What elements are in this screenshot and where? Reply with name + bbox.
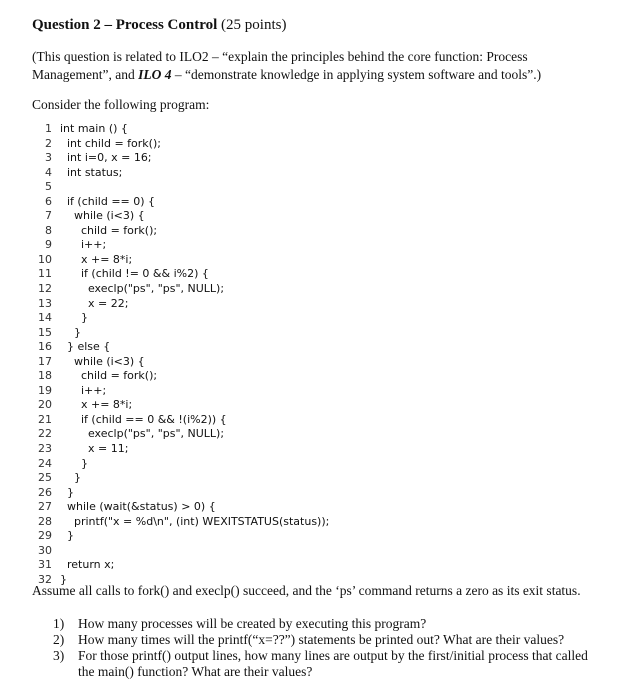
question-item <box>53 648 593 680</box>
code-line <box>36 471 329 486</box>
line-number: 12 <box>38 282 52 296</box>
code-text: execlp("ps", "ps", NULL); <box>60 282 225 296</box>
code-line <box>36 166 329 181</box>
code-text: } else { <box>60 340 111 354</box>
line-number: 28 <box>38 514 52 528</box>
code-text: while (wait(&status) > 0) { <box>60 500 216 514</box>
question-number: 2) <box>53 632 65 647</box>
line-number: 2 <box>45 136 52 150</box>
line-number: 9 <box>45 238 52 252</box>
line-number: 3 <box>45 151 52 165</box>
line-number: 8 <box>45 223 52 237</box>
code-text: while (i<3) { <box>60 209 145 223</box>
line-number: 22 <box>38 427 52 441</box>
code-line <box>36 238 329 253</box>
code-text: } <box>60 311 88 325</box>
code-line <box>36 311 329 326</box>
code-text: } <box>60 325 81 339</box>
code-line <box>36 500 329 515</box>
code-line <box>36 297 329 312</box>
code-line <box>36 457 329 472</box>
question-heading <box>32 16 286 34</box>
code-line <box>36 558 329 573</box>
code-line <box>36 340 329 355</box>
code-line <box>36 224 329 239</box>
code-text: i++; <box>60 238 107 252</box>
line-number: 16 <box>38 340 52 354</box>
code-line <box>36 442 329 457</box>
code-text: if (child == 0 && !(i%2)) { <box>60 412 227 426</box>
line-number: 11 <box>38 267 52 281</box>
code-text: int i=0, x = 16; <box>60 151 152 165</box>
code-line <box>36 355 329 370</box>
code-line <box>36 122 329 137</box>
code-line <box>36 209 329 224</box>
code-line <box>36 398 329 413</box>
code-line <box>36 253 329 268</box>
line-number: 4 <box>45 165 52 179</box>
line-number: 17 <box>38 354 52 368</box>
context-text-part1: (This question is related to ILO2 – “explain the principles behind the core function: Process Management”, and <box>32 49 528 82</box>
line-number: 5 <box>45 180 52 194</box>
code-line <box>36 515 329 530</box>
line-number: 7 <box>45 209 52 223</box>
code-text: x = 11; <box>60 442 129 456</box>
code-line <box>36 267 329 282</box>
code-line <box>36 137 329 152</box>
code-line <box>36 195 329 210</box>
code-text: x += 8*i; <box>60 398 133 412</box>
line-number: 18 <box>38 369 52 383</box>
line-number: 32 <box>38 572 52 586</box>
line-number: 19 <box>38 383 52 397</box>
code-line <box>36 326 329 341</box>
code-text: while (i<3) { <box>60 354 145 368</box>
code-line <box>36 413 329 428</box>
question-text: How many times will the printf(“x=??”) statements be printed out? What are their values? <box>78 632 565 647</box>
code-text: } <box>60 572 67 586</box>
question-text: How many processes will be created by executing this program? <box>78 616 427 631</box>
code-text: } <box>60 485 74 499</box>
line-number: 27 <box>38 500 52 514</box>
code-text: if (child == 0) { <box>60 194 156 208</box>
code-text: if (child != 0 && i%2) { <box>60 267 209 281</box>
line-number: 29 <box>38 529 52 543</box>
code-line <box>36 427 329 442</box>
code-line <box>36 282 329 297</box>
question-context <box>32 48 604 84</box>
code-text: int child = fork(); <box>60 136 161 150</box>
code-text: x += 8*i; <box>60 252 133 266</box>
context-text-part2: – “demonstrate knowledge in applying system software and tools”.) <box>171 67 542 82</box>
question-number: 3) <box>53 648 65 663</box>
code-text: } <box>60 456 88 470</box>
line-number: 26 <box>38 485 52 499</box>
context-ilo4: ILO 4 <box>138 67 172 82</box>
line-number: 23 <box>38 442 52 456</box>
line-number: 25 <box>38 471 52 485</box>
code-text: int status; <box>60 165 123 179</box>
line-number: 1 <box>45 122 52 135</box>
question-title: Question 2 – Process Control <box>32 17 218 33</box>
code-line <box>36 529 329 544</box>
code-line <box>36 180 329 195</box>
line-number: 15 <box>38 325 52 339</box>
line-number: 24 <box>38 456 52 470</box>
code-text: } <box>60 529 74 543</box>
code-line <box>36 369 329 384</box>
question-item <box>53 616 593 632</box>
code-text: return x; <box>60 558 115 572</box>
line-number: 14 <box>38 311 52 325</box>
question-list <box>53 616 593 680</box>
code-line <box>36 486 329 501</box>
line-number: 6 <box>45 194 52 208</box>
code-line <box>36 151 329 166</box>
code-text: } <box>60 471 81 485</box>
code-line <box>36 384 329 399</box>
code-text: execlp("ps", "ps", NULL); <box>60 427 225 441</box>
code-text: child = fork(); <box>60 223 158 237</box>
question-number: 1) <box>53 616 65 631</box>
code-listing <box>36 122 329 588</box>
line-number: 30 <box>38 543 52 557</box>
line-number: 20 <box>38 398 52 412</box>
line-number: 21 <box>38 412 52 426</box>
assumption-text: Assume all calls to fork() and execlp() succeed, and the ‘ps’ command returns a zero as its exit status. <box>32 583 581 598</box>
code-text: x = 22; <box>60 296 129 310</box>
question-points: (25 points) <box>221 17 287 33</box>
consider-text: Consider the following program: <box>32 97 210 112</box>
code-text: int main () { <box>60 122 128 135</box>
line-number: 13 <box>38 296 52 310</box>
question-item <box>53 632 593 648</box>
code-line <box>36 544 329 559</box>
code-text: i++; <box>60 383 107 397</box>
line-number: 10 <box>38 252 52 266</box>
code-text: child = fork(); <box>60 369 158 383</box>
code-text: printf("x = %d\n", (int) WEXITSTATUS(status)); <box>60 514 330 528</box>
question-text: For those printf() output lines, how many lines are output by the first/initial process that called the main() function? What are their values? <box>78 648 588 679</box>
line-number: 31 <box>38 558 52 572</box>
